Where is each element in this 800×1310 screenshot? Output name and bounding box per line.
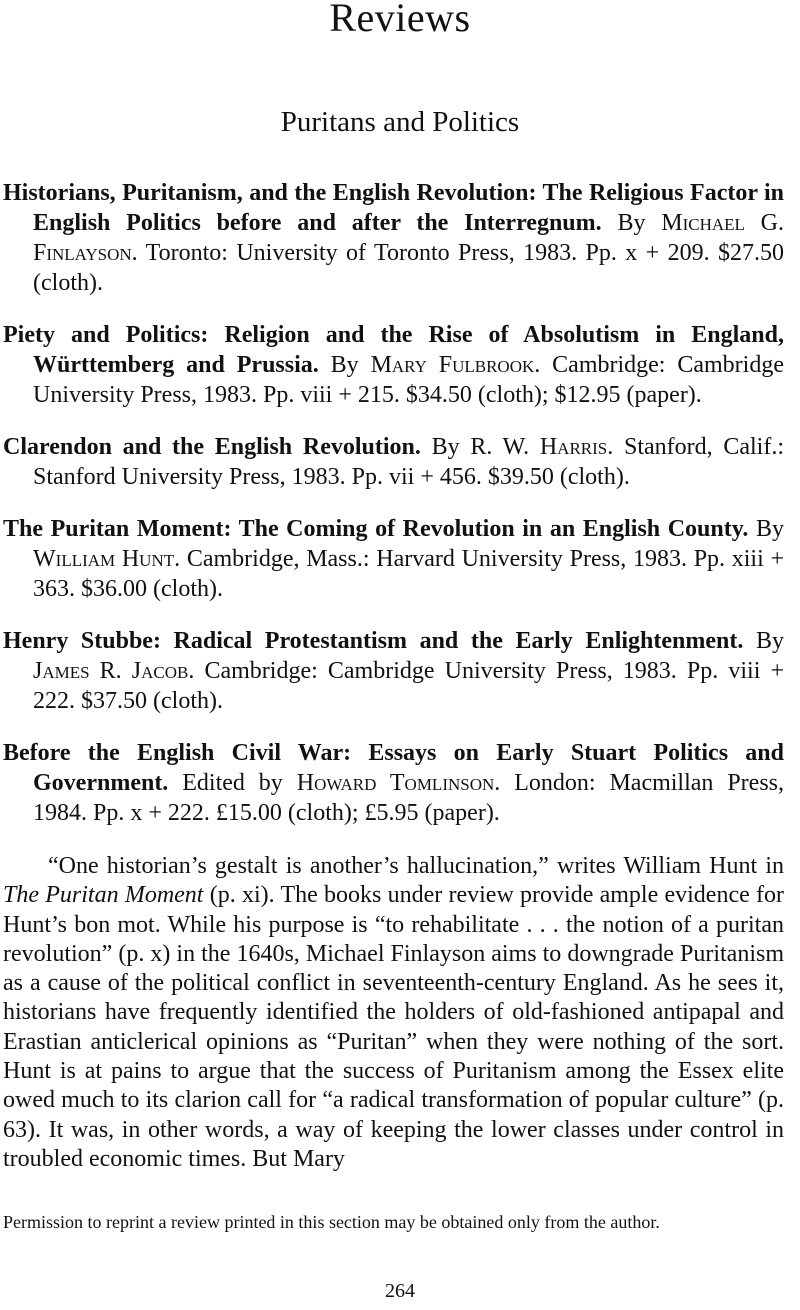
publication-details: . Stanford, Calif.: Stanford University Press, 1983. Pp. vii + 456. $39.50 (cloth). — [33, 434, 785, 490]
book-title: The Puritan Moment: The Coming of Revolution in an English County. — [3, 516, 749, 542]
publication-details: . Cambridge: Cambridge University Press, 1983. Pp. viii + 222. $37.50 (cloth). — [33, 658, 784, 714]
author-prefix: By — [431, 434, 460, 460]
review-body-paragraph — [3, 852, 784, 1174]
book-author: William Hunt — [33, 546, 175, 572]
page-number: 264 — [385, 1280, 415, 1302]
author-prefix: Edited by — [182, 770, 283, 796]
review-subtitle: Puritans and Politics — [280, 106, 520, 138]
book-title-italic: The Puritan Moment — [3, 882, 204, 909]
section-title: Reviews — [329, 0, 471, 40]
book-author: James R. Jacob — [33, 658, 189, 684]
publication-details: . Cambridge: Cambridge University Press, 1983. Pp. viii + 215. $34.50 (cloth); $12.95 (paper). — [33, 352, 784, 408]
review-entry — [3, 320, 784, 410]
book-author: Howard Tomlinson — [296, 770, 495, 796]
review-entry — [3, 738, 784, 828]
author-prefix: By — [330, 352, 359, 378]
book-title: Clarendon and the English Revolution. — [3, 434, 421, 460]
author-prefix: By — [755, 628, 784, 654]
body-text-part: (p. xi). The books under review provide ample evidence for Hunt’s bon mot. While his purpose is “to rehabilitate . . . the notion of a puritan revolution” (p. x) in the 1640s, Michael Finlayson aims to downgrade Puritanism as a cause of the political conflict in seventeenth-century England. As he sees it, historians have frequently identified the holders of old-fashioned antipapal and Erastian anticlerical opinions as “Puritan” when they were nothing of the sort. Hunt is at pains to argue that the success of Puritanism among the Essex elite owed much to its clarion call for “a radical transformation of popular culture” (p. 63). It was, in other words, a way of keeping the lower classes under control in troubled economic times. But Mary — [3, 882, 784, 1172]
book-author: Michael G. Finlayson — [33, 210, 785, 266]
publication-details: . London: Macmillan Press, 1984. Pp. x + 222. £15.00 (cloth); £5.95 (paper). — [33, 770, 785, 826]
review-entry — [3, 432, 784, 492]
author-prefix: By — [617, 210, 646, 236]
book-author: Mary Fulbrook — [370, 352, 535, 378]
review-entries — [3, 178, 784, 850]
author-prefix: By — [756, 516, 785, 542]
publication-details: . Toronto: University of Toronto Press, 1983. Pp. x + 209. $27.50 (cloth). — [33, 240, 784, 296]
review-entry — [3, 178, 784, 298]
book-title: Historians, Puritanism, and the English Revolution: The Religious Factor in English Politics before and after the Interregnum. — [3, 180, 784, 236]
book-title: Piety and Politics: Religion and the Rise of Absolutism in England, Württemberg and Prussia. — [3, 322, 784, 378]
body-text-part: “One historian’s gestalt is another’s hallucination,” writes William Hunt in — [48, 853, 784, 879]
permission-footnote: Permission to reprint a review printed in this section may be obtained only from the author. — [3, 1212, 660, 1232]
book-author: R. W. Harris — [470, 434, 608, 460]
publication-details: . Cambridge, Mass.: Harvard University Press, 1983. Pp. xiii + 363. $36.00 (cloth). — [33, 546, 785, 602]
book-title: Henry Stubbe: Radical Protestantism and the Early Enlightenment. — [3, 628, 744, 654]
review-entry — [3, 626, 784, 716]
book-title: Before the English Civil War: Essays on Early Stuart Politics and Government. — [3, 740, 784, 796]
review-entry — [3, 514, 784, 604]
